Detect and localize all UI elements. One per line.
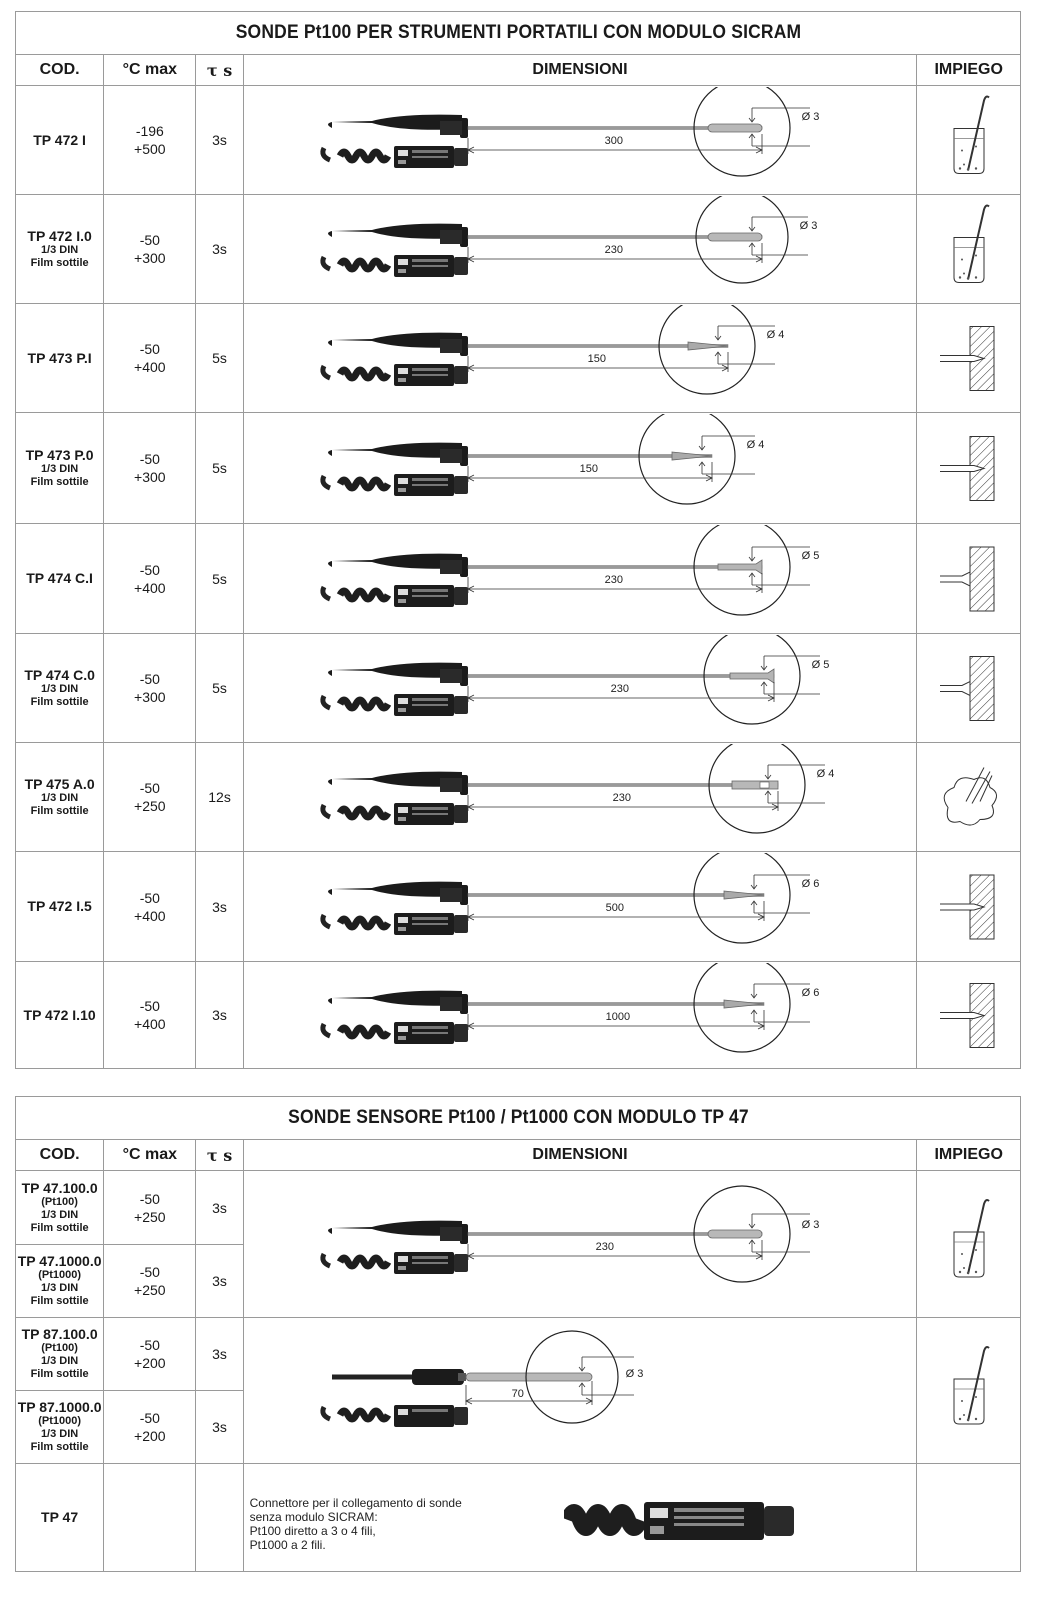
temp-min: -50	[139, 671, 160, 687]
code-text: TP 474 C.I	[26, 570, 93, 586]
temp-min: -50	[139, 232, 160, 248]
sicram-module-icon	[322, 1252, 467, 1274]
temp-max: +300	[134, 469, 166, 485]
code-sub: Film sottile	[30, 804, 89, 817]
dimension-drawing	[243, 1171, 917, 1318]
diameter-label: Ø 3	[801, 111, 820, 123]
probe-code	[16, 852, 104, 962]
temp-min: -50	[139, 889, 160, 906]
length-label: 300	[604, 135, 623, 147]
diameter-label: Ø 4	[746, 439, 765, 451]
sicram-module-icon	[322, 474, 467, 496]
probe-code	[16, 524, 104, 634]
temp-range	[104, 962, 196, 1069]
dimension-drawing	[243, 1318, 917, 1464]
response-time: 5s	[196, 304, 243, 413]
code-sub: 1/3 DIN	[40, 1282, 79, 1294]
probe-table-sicram	[15, 11, 1021, 1069]
temp-max: +250	[134, 1282, 166, 1298]
probe-tip-icon	[718, 560, 762, 574]
code-sub: 1/3 DIN	[40, 1355, 79, 1367]
col-header-dimensions: DIMENSIONI	[243, 55, 917, 86]
probe-tip-icon	[724, 891, 764, 899]
dimension-drawing	[243, 962, 917, 1069]
probe-code	[16, 86, 104, 195]
dimension-drawing	[243, 743, 917, 852]
temp-min: -50	[139, 341, 160, 357]
dimension-drawing	[243, 852, 917, 962]
response-time: 3s	[196, 1318, 243, 1391]
sicram-module-icon	[322, 803, 467, 825]
probe-handle-icon	[328, 442, 468, 465]
code-text: TP 474 C.0	[24, 666, 95, 683]
temp-range	[104, 1464, 196, 1572]
code-sub: Film sottile	[30, 1368, 89, 1380]
connector-drawing	[243, 1464, 917, 1572]
probe-code: TP 47	[16, 1464, 104, 1572]
code-text: TP 473 P.0	[25, 446, 94, 463]
table-row	[16, 1318, 1021, 1391]
temp-min: -50	[139, 561, 160, 578]
diameter-label: Ø 6	[801, 878, 820, 890]
use-icon-cell	[917, 86, 1021, 195]
length-label: 230	[604, 574, 623, 586]
temp-range	[104, 1171, 196, 1245]
connector-description	[250, 1496, 490, 1552]
probe-code	[16, 413, 104, 524]
probe-handle-icon	[328, 1221, 468, 1244]
probe-code	[16, 195, 104, 304]
desc-line: Connettore per il collegamento di sonde	[249, 1496, 462, 1510]
dimension-drawing	[243, 86, 917, 195]
code-text: TP 47.1000.0	[17, 1253, 102, 1269]
length-label: 500	[605, 902, 624, 914]
probe-stem-icon	[468, 674, 774, 677]
contact-icon	[940, 656, 994, 720]
temp-max: +500	[134, 141, 166, 157]
probe-handle-icon	[328, 990, 468, 1013]
use-icon-cell	[917, 195, 1021, 304]
probe-code	[16, 1391, 104, 1464]
diameter-label: Ø 5	[801, 550, 820, 562]
sicram-module-icon	[322, 694, 467, 716]
temp-min: -50	[139, 998, 160, 1014]
code-sub: 1/3 DIN	[40, 1208, 79, 1221]
diameter-label: Ø 3	[625, 1368, 644, 1380]
table-title: SONDE SENSORE Pt100 / Pt1000 CON MODULO TP 47	[56, 1097, 981, 1140]
desc-line: senza modulo SICRAM:	[249, 1510, 378, 1524]
temp-range	[104, 743, 196, 852]
contact-icon	[940, 547, 994, 611]
dimension-drawing	[243, 634, 917, 743]
temp-range	[104, 1318, 196, 1391]
probe-stem-icon	[468, 893, 764, 896]
probe-handle-icon	[328, 332, 468, 355]
code-sub: Film sottile	[30, 1295, 89, 1307]
use-icon-cell	[917, 743, 1021, 852]
use-icon-cell	[917, 962, 1021, 1069]
probe-tip-icon	[708, 1230, 762, 1238]
col-header-tau: τ s	[196, 55, 243, 86]
col-header-code: COD.	[16, 1140, 104, 1171]
code-text: TP 473 P.I	[27, 349, 92, 366]
liquid-immersion-icon	[954, 96, 989, 173]
use-icon-cell	[917, 413, 1021, 524]
code-sub: 1/3 DIN	[40, 682, 79, 695]
probe-stem-icon	[468, 1002, 764, 1005]
col-header-code: COD.	[16, 55, 104, 86]
table-row	[16, 413, 1021, 524]
temp-range	[104, 1391, 196, 1464]
code-sub: 1/3 DIN	[40, 791, 79, 804]
length-label: 230	[595, 1241, 614, 1253]
penetration-icon	[940, 983, 994, 1047]
probe-code	[16, 962, 104, 1069]
table-row	[16, 743, 1021, 852]
liquid-immersion-icon	[954, 1347, 989, 1424]
probe-handle-icon	[328, 881, 468, 904]
response-time: 3s	[196, 962, 243, 1069]
probe-handle-icon	[328, 662, 468, 685]
probe-tip-icon	[730, 669, 774, 683]
probe-handle-icon	[328, 114, 468, 137]
temp-max: +400	[134, 1016, 166, 1032]
probe-handle-icon	[328, 553, 468, 576]
temp-min: -50	[139, 451, 160, 467]
length-label: 230	[610, 683, 629, 695]
response-time: 3s	[196, 195, 243, 304]
temp-max: +300	[134, 250, 166, 266]
probe-code	[16, 1245, 104, 1318]
penetration-icon	[940, 875, 994, 939]
diameter-label: Ø 4	[816, 768, 835, 780]
col-header-temp: °C max	[104, 1140, 196, 1171]
probe-code	[16, 304, 104, 413]
length-label: 150	[579, 463, 598, 475]
dimension-drawing	[243, 413, 917, 524]
diameter-label: Ø 4	[766, 329, 785, 341]
cable-probe-icon	[332, 1369, 592, 1385]
table-row	[16, 962, 1021, 1069]
probe-tip-icon	[688, 342, 728, 350]
dimension-drawing	[243, 524, 917, 634]
probe-code	[16, 1318, 104, 1391]
use-icon-cell	[917, 1171, 1021, 1318]
length-label: 1000	[605, 1011, 631, 1023]
probe-tip-icon	[672, 452, 712, 460]
temp-max: +400	[134, 907, 166, 924]
dimension-drawing	[243, 195, 917, 304]
code-sub: Film sottile	[30, 475, 89, 488]
temp-min: -50	[139, 1410, 160, 1426]
temp-min: -50	[139, 780, 160, 796]
probe-tip-icon	[724, 1000, 764, 1008]
tp47-connector-icon	[564, 1488, 804, 1552]
code-text: TP 472 I.5	[27, 898, 92, 914]
code-sub: 1/3 DIN	[40, 1428, 79, 1440]
table-row	[16, 1464, 1021, 1572]
sicram-module-icon	[322, 255, 467, 277]
col-header-tau: τ s	[196, 1140, 243, 1171]
col-header-dimensions: DIMENSIONI	[243, 1140, 917, 1171]
code-text: TP 472 I	[33, 131, 86, 148]
code-sub: (Pt1000)	[38, 1415, 81, 1427]
sicram-module-icon	[322, 585, 467, 607]
response-time: 12s	[196, 743, 243, 852]
table-row	[16, 304, 1021, 413]
length-label: 70	[511, 1388, 524, 1400]
code-text: TP 47.100.0	[21, 1179, 98, 1196]
probe-handle-icon	[328, 771, 468, 794]
liquid-immersion-icon	[954, 1200, 989, 1277]
table-row	[16, 524, 1021, 634]
desc-line: Pt100 diretto a 3 o 4 fili,	[249, 1524, 376, 1538]
response-time	[196, 1464, 243, 1572]
detail-circle-icon	[694, 963, 790, 1052]
temp-min: -50	[139, 1337, 160, 1353]
code-text: TP 475 A.0	[24, 775, 95, 792]
temp-range	[104, 1245, 196, 1318]
response-time: 5s	[196, 524, 243, 634]
temp-range	[104, 524, 196, 634]
col-header-use: IMPIEGO	[917, 55, 1021, 86]
probe-code	[16, 743, 104, 852]
table-row	[16, 86, 1021, 195]
temp-max: +200	[134, 1428, 166, 1444]
temp-min: -50	[139, 1190, 160, 1207]
response-time: 5s	[196, 634, 243, 743]
length-label: 230	[604, 244, 623, 256]
air-flow-icon	[944, 767, 996, 825]
temp-range	[104, 413, 196, 524]
temp-min: -50	[139, 1264, 160, 1280]
use-icon-cell	[917, 1318, 1021, 1464]
diameter-label: Ø 3	[801, 1219, 820, 1231]
probe-tip-icon	[708, 233, 762, 241]
diameter-label: Ø 6	[801, 987, 820, 999]
code-sub: 1/3 DIN	[40, 462, 79, 475]
probe-tip-icon	[732, 781, 778, 789]
col-header-use: IMPIEGO	[917, 1140, 1021, 1171]
table-title: SONDE Pt100 PER STRUMENTI PORTATILI CON MODULO SICRAM	[56, 12, 981, 55]
probe-code	[16, 1171, 104, 1245]
sicram-module-icon	[322, 1022, 467, 1044]
sicram-module-icon	[322, 146, 467, 168]
code-text: TP 87.1000.0	[17, 1399, 102, 1415]
response-time: 3s	[196, 852, 243, 962]
table-row	[16, 195, 1021, 304]
use-icon-cell	[917, 852, 1021, 962]
penetration-icon	[940, 326, 994, 390]
temp-max: +400	[134, 579, 166, 596]
use-icon-cell	[917, 634, 1021, 743]
code-sub: Film sottile	[30, 1221, 89, 1234]
temp-max: +200	[134, 1355, 166, 1371]
temp-range	[104, 634, 196, 743]
diameter-label: Ø 3	[799, 220, 818, 232]
sicram-module-icon	[322, 913, 467, 935]
temp-min: -196	[135, 123, 164, 139]
code-text: TP 87.100.0	[21, 1326, 98, 1342]
diameter-label: Ø 5	[811, 659, 830, 671]
code-sub: (Pt100)	[41, 1195, 78, 1208]
response-time: 3s	[196, 1245, 243, 1318]
temp-range	[104, 304, 196, 413]
detail-circle-icon	[659, 305, 755, 394]
table-row	[16, 852, 1021, 962]
use-icon-cell	[917, 524, 1021, 634]
response-time: 3s	[196, 86, 243, 195]
response-time: 3s	[196, 1391, 243, 1464]
probe-table-tp47	[15, 1096, 1021, 1572]
response-time: 5s	[196, 413, 243, 524]
dimension-drawing	[243, 304, 917, 413]
detail-circle-icon	[694, 853, 790, 943]
use-icon-cell	[917, 1464, 1021, 1572]
probe-handle-icon	[328, 223, 468, 246]
temp-max: +250	[134, 798, 166, 814]
code-sub: Film sottile	[30, 1441, 89, 1453]
code-sub: (Pt1000)	[38, 1269, 81, 1281]
code-text: TP 472 I.10	[23, 1006, 96, 1023]
liquid-immersion-icon	[954, 205, 989, 282]
code-sub: 1/3 DIN	[40, 243, 79, 256]
detail-circle-icon	[639, 414, 735, 504]
temp-max: +300	[134, 689, 166, 705]
temp-range	[104, 852, 196, 962]
sicram-module-icon	[322, 364, 467, 386]
detail-circle-icon	[704, 635, 800, 724]
code-sub: Film sottile	[30, 256, 89, 269]
penetration-icon	[940, 436, 994, 500]
code-sub: (Pt100)	[41, 1342, 78, 1354]
temp-max: +250	[134, 1208, 166, 1225]
probe-code	[16, 634, 104, 743]
length-label: 150	[587, 353, 606, 365]
response-time: 3s	[196, 1171, 243, 1245]
temp-range	[104, 195, 196, 304]
table-row	[16, 634, 1021, 743]
length-label: 230	[612, 792, 631, 804]
probe-tip-icon	[708, 124, 762, 132]
table-row	[16, 1171, 1021, 1245]
temp-range	[104, 86, 196, 195]
use-icon-cell	[917, 304, 1021, 413]
probe-stem-icon	[468, 783, 778, 786]
temp-max: +400	[134, 359, 166, 375]
code-text: TP 472 I.0	[27, 227, 92, 244]
col-header-temp: °C max	[104, 55, 196, 86]
code-sub: Film sottile	[30, 695, 89, 708]
desc-line: Pt1000 a 2 fili.	[249, 1538, 326, 1552]
